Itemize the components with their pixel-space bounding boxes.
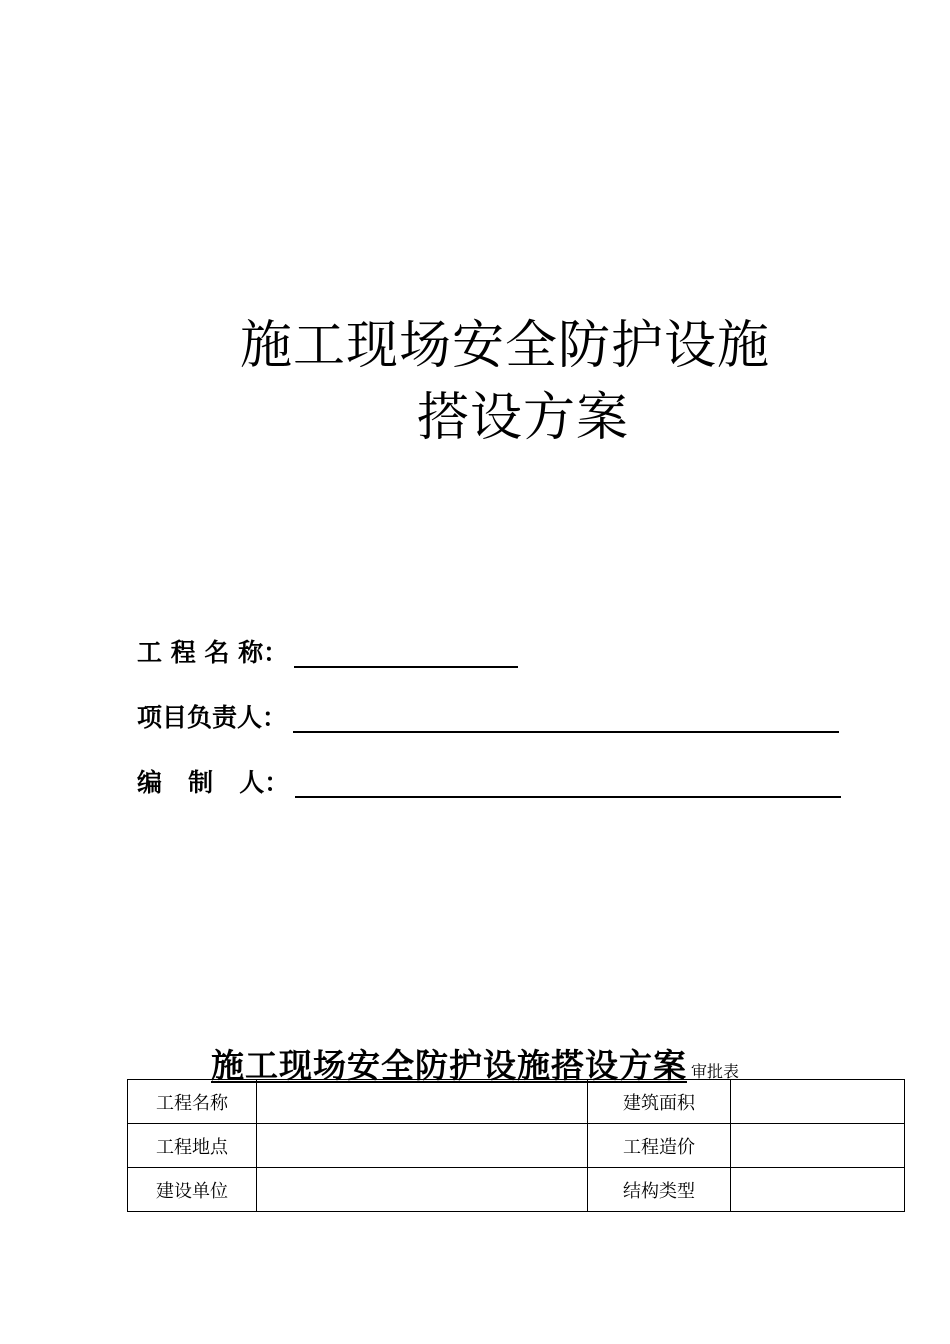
approval-table [127, 1079, 905, 1212]
table-cell-label: 工程地点 [128, 1124, 257, 1168]
table-cell-value[interactable] [257, 1124, 588, 1168]
compiler-label: 编 制 人： [137, 768, 290, 797]
table-cell-label: 建筑面积 [588, 1080, 731, 1124]
table-cell-value[interactable] [257, 1080, 588, 1124]
cover-title-line1: 施工现场安全防护设施 [239, 316, 770, 376]
table-cell-value[interactable] [257, 1168, 588, 1212]
compiler-row [137, 762, 841, 798]
table-row [128, 1124, 905, 1168]
table-cell-value[interactable] [731, 1124, 905, 1168]
project-name-row [137, 632, 518, 668]
project-name-label: 工 程 名 称： [137, 638, 289, 667]
table-cell-label: 建设单位 [128, 1168, 257, 1212]
compiler-field[interactable] [295, 770, 841, 798]
table-cell-value[interactable] [731, 1080, 905, 1124]
table-cell-label: 工程造价 [588, 1124, 731, 1168]
project-lead-field[interactable] [293, 705, 839, 733]
project-lead-label: 项目负责人： [137, 703, 288, 732]
approval-title-suffix: 审批表 [690, 1062, 739, 1081]
table-row [128, 1080, 905, 1124]
cover-title-line2: 搭设方案 [416, 388, 629, 448]
table-row [128, 1168, 905, 1212]
approval-title-main: 施工现场安全防护设施搭设方案 [210, 1046, 687, 1085]
table-cell-value[interactable] [731, 1168, 905, 1212]
project-name-field[interactable] [294, 640, 518, 668]
project-lead-row [137, 697, 839, 733]
table-cell-label: 工程名称 [128, 1080, 257, 1124]
table-cell-label: 结构类型 [588, 1168, 731, 1212]
